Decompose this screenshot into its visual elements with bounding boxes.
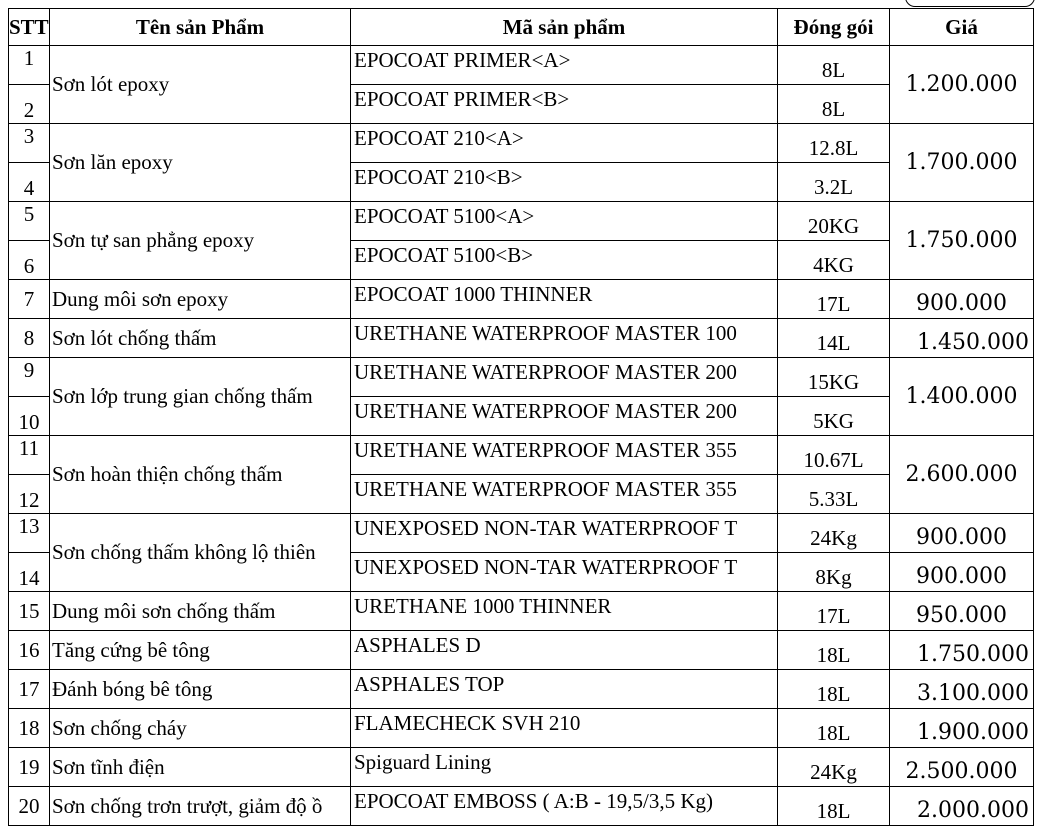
header-price: Giá [890,9,1034,46]
table-row [9,670,1034,709]
table-row [9,202,1034,241]
row-packaging: 18L [778,670,890,709]
row-stt: 10 [9,397,50,436]
row-packaging: 10.67L [778,436,890,475]
row-product-name: Sơn lót chống thấm [50,319,351,358]
header-stt: STT [9,9,50,46]
row-product-code: EPOCOAT PRIMER<A> [351,46,778,85]
row-product-code: EPOCOAT 210<B> [351,163,778,202]
row-packaging: 17L [778,280,890,319]
row-packaging: 8L [778,85,890,124]
row-packaging: 14L [778,319,890,358]
table-row [9,514,1034,553]
table-row [9,319,1034,358]
row-product-name: Sơn chống thấm không lộ thiên [50,514,351,592]
row-packaging: 12.8L [778,124,890,163]
table-row [9,631,1034,670]
table-row [9,787,1034,826]
row-product-name: Sơn tĩnh điện [50,748,351,787]
row-price: 1.700.000 [890,124,1034,202]
row-packaging: 24Kg [778,514,890,553]
row-product-name: Sơn hoàn thiện chống thấm [50,436,351,514]
row-stt: 12 [9,475,50,514]
row-product-name: Sơn tự san phẳng epoxy [50,202,351,280]
row-stt: 16 [9,631,50,670]
row-stt: 9 [9,358,50,397]
row-product-name: Sơn chống cháy [50,709,351,748]
row-packaging: 5KG [778,397,890,436]
row-product-code: URETHANE WATERPROOF MASTER 355 [351,436,778,475]
row-product-code: EPOCOAT PRIMER<B> [351,85,778,124]
row-price: 1.200.000 [890,46,1034,124]
row-price: 900.000 [890,514,1034,553]
row-stt: 13 [9,514,50,553]
row-packaging: 20KG [778,202,890,241]
row-price: 2.600.000 [890,436,1034,514]
header-row [9,9,1034,46]
row-price: 2.000.000 [890,787,1034,826]
row-product-name: Dung môi sơn epoxy [50,280,351,319]
header-product-code: Mã sản phẩm [351,9,778,46]
table-body [9,46,1034,826]
table-row [9,280,1034,319]
row-stt: 7 [9,280,50,319]
row-stt: 18 [9,709,50,748]
row-product-code: EPOCOAT 5100<B> [351,241,778,280]
row-product-code: URETHANE WATERPROOF MASTER 100 [351,319,778,358]
row-price: 2.500.000 [890,748,1034,787]
row-price: 900.000 [890,280,1034,319]
row-product-code: UNEXPOSED NON-TAR WATERPROOF T [351,553,778,592]
row-stt: 20 [9,787,50,826]
row-product-name: Sơn chống trơn trượt, giảm độ ồ [50,787,351,826]
row-product-code: EPOCOAT 210<A> [351,124,778,163]
row-stt: 5 [9,202,50,241]
row-price: 900.000 [890,553,1034,592]
table-row [9,592,1034,631]
row-product-code: URETHANE WATERPROOF MASTER 200 [351,397,778,436]
row-product-code: URETHANE 1000 THINNER [351,592,778,631]
row-packaging: 18L [778,787,890,826]
table-row [9,709,1034,748]
row-price: 3.100.000 [890,670,1034,709]
row-price: 1.400.000 [890,358,1034,436]
row-product-name: Dung môi sơn chống thấm [50,592,351,631]
row-product-code: URETHANE WATERPROOF MASTER 355 [351,475,778,514]
row-price: 1.750.000 [890,631,1034,670]
table-row [9,46,1034,85]
row-product-code: EPOCOAT EMBOSS ( A:B - 19,5/3,5 Kg) [351,787,778,826]
row-product-code: FLAMECHECK SVH 210 [351,709,778,748]
row-packaging: 18L [778,631,890,670]
row-stt: 19 [9,748,50,787]
row-packaging: 8L [778,46,890,85]
row-packaging: 17L [778,592,890,631]
price-table [8,8,1034,826]
row-stt: 3 [9,124,50,163]
row-price: 1.450.000 [890,319,1034,358]
row-packaging: 4KG [778,241,890,280]
row-product-code: UNEXPOSED NON-TAR WATERPROOF T [351,514,778,553]
row-stt: 6 [9,241,50,280]
table-row [9,358,1034,397]
row-stt: 2 [9,85,50,124]
row-product-name: Sơn lót epoxy [50,46,351,124]
table-row [9,124,1034,163]
row-stt: 4 [9,163,50,202]
row-stt: 1 [9,46,50,85]
row-stt: 17 [9,670,50,709]
row-product-code: Spiguard Lining [351,748,778,787]
corner-border-fragment [905,0,1035,7]
header-packaging: Đóng gói [778,9,890,46]
row-price: 1.750.000 [890,202,1034,280]
row-product-name: Tăng cứng bê tông [50,631,351,670]
row-product-name: Đánh bóng bê tông [50,670,351,709]
row-product-name: Sơn lớp trung gian chống thấm [50,358,351,436]
row-stt: 14 [9,553,50,592]
row-stt: 11 [9,436,50,475]
row-product-code: EPOCOAT 5100<A> [351,202,778,241]
row-packaging: 15KG [778,358,890,397]
row-packaging: 24Kg [778,748,890,787]
row-price: 1.900.000 [890,709,1034,748]
row-price: 950.000 [890,592,1034,631]
row-packaging: 8Kg [778,553,890,592]
table-row [9,748,1034,787]
row-product-name: Sơn lăn epoxy [50,124,351,202]
row-stt: 8 [9,319,50,358]
row-packaging: 18L [778,709,890,748]
row-stt: 15 [9,592,50,631]
row-packaging: 5.33L [778,475,890,514]
row-product-code: ASPHALES TOP [351,670,778,709]
row-product-code: EPOCOAT 1000 THINNER [351,280,778,319]
row-product-code: URETHANE WATERPROOF MASTER 200 [351,358,778,397]
table-row [9,436,1034,475]
header-product-name: Tên sản Phẩm [50,9,351,46]
row-packaging: 3.2L [778,163,890,202]
row-product-code: ASPHALES D [351,631,778,670]
